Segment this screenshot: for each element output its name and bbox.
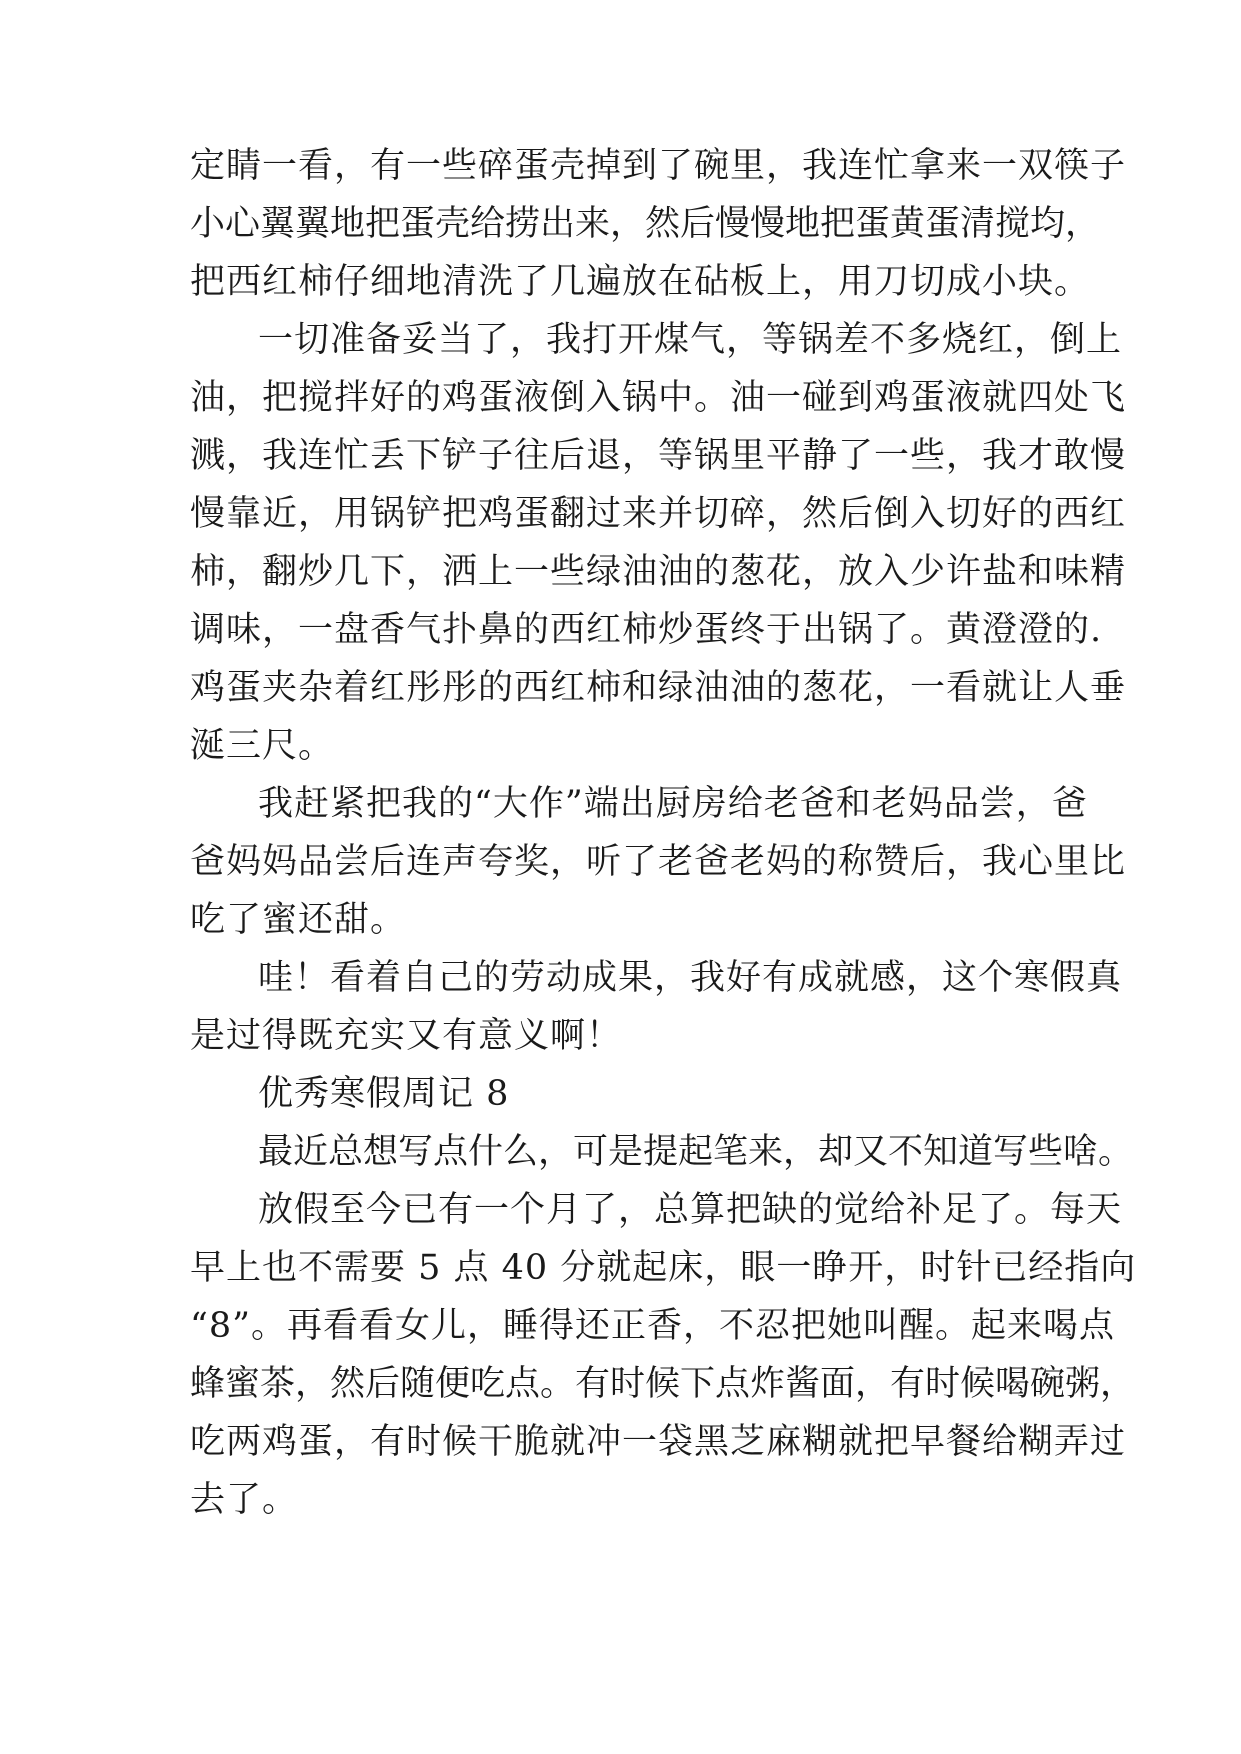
text-line: 蜂蜜茶，然后随便吃点。有时候下点炸酱面，有时候喝碗粥， bbox=[190, 1364, 1136, 1404]
text-line: 慢靠近，用锅铲把鸡蛋翻过来并切碎，然后倒入切好的西红 bbox=[190, 494, 1127, 534]
text-line: 爸妈妈品尝后连声夸奖，听了老爸老妈的称赞后，我心里比 bbox=[190, 842, 1127, 882]
text-line: 定睛一看，有一些碎蛋壳掉到了碗里，我连忙拿来一双筷子 bbox=[190, 146, 1127, 186]
text-line: 柿，翻炒几下，洒上一些绿油油的葱花，放入少许盐和味精 bbox=[190, 552, 1127, 592]
text-line: 吃了蜜还甜。 bbox=[190, 900, 407, 940]
text-line: 一切准备妥当了，我打开煤气，等锅差不多烧红，倒上 bbox=[258, 320, 1123, 360]
text-line: 油，把搅拌好的鸡蛋液倒入锅中。油一碰到鸡蛋液就四处飞 bbox=[190, 378, 1127, 418]
text-line: 最近总想写点什么，可是提起笔来，却又不知道写些啥。 bbox=[258, 1132, 1134, 1172]
text-line: 我赶紧把我的“大作”端出厨房给老爸和老妈品尝，爸 bbox=[258, 784, 1088, 824]
text-line: 去了。 bbox=[190, 1480, 299, 1520]
text-line: 鸡蛋夹杂着红彤彤的西红柿和绿油油的葱花，一看就让人垂 bbox=[190, 668, 1127, 708]
text-line: 调味，一盘香气扑鼻的西红柿炒蛋终于出锅了。黄澄澄的. bbox=[190, 610, 1103, 650]
text-line: 哇！看着自己的劳动成果，我好有成就感，这个寒假真 bbox=[258, 958, 1123, 998]
section-heading: 优秀寒假周记 8 bbox=[258, 1074, 510, 1114]
text-line: 小心翼翼地把蛋壳给捞出来，然后慢慢地把蛋黄蛋清搅均， bbox=[190, 204, 1101, 244]
text-line: “8”。再看看女儿，睡得还正香，不忍把她叫醒。起来喝点 bbox=[190, 1306, 1116, 1346]
text-line: 是过得既充实又有意义啊！ bbox=[190, 1016, 623, 1056]
text-line: 放假至今已有一个月了，总算把缺的觉给补足了。每天 bbox=[258, 1190, 1123, 1230]
text-line: 溅，我连忙丢下铲子往后退，等锅里平静了一些，我才敢慢 bbox=[190, 436, 1127, 476]
text-line: 涎三尺。 bbox=[190, 726, 335, 766]
text-line: 吃两鸡蛋，有时候干脆就冲一袋黑芝麻糊就把早餐给糊弄过 bbox=[190, 1422, 1127, 1462]
text-line: 把西红柿仔细地清洗了几遍放在砧板上，用刀切成小块。 bbox=[190, 262, 1091, 302]
text-line: 早上也不需要 5 点 40 分就起床，眼一睁开，时针已经指向 bbox=[190, 1248, 1137, 1288]
